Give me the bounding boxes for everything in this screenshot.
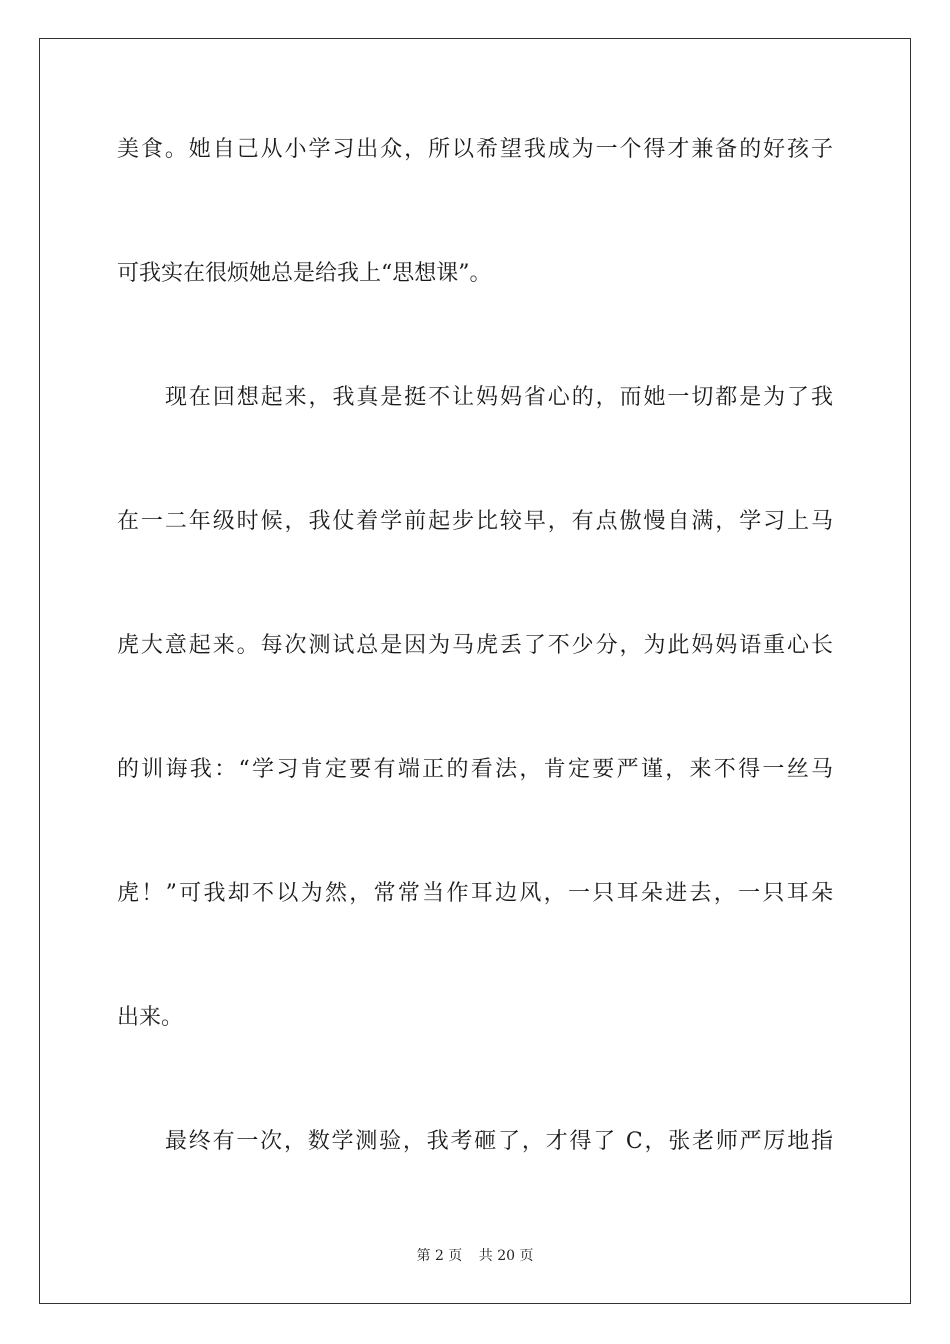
text-line-9: 最终有一次，数学测验，我考砸了，才得了 C，张老师严厉地指 xyxy=(165,1129,833,1154)
page-footer xyxy=(0,1246,950,1266)
page-number: 第 2 页 xyxy=(416,1248,463,1264)
text-line-5: 虎大意起来。每次测试总是因为马虎丢了不少分，为此妈妈语重心长 xyxy=(117,633,833,658)
text-line-8: 出来。 xyxy=(117,1005,184,1030)
text-line-1: 美食。她自己从小学习出众，所以希望我成为一个得才兼备的好孩子 xyxy=(117,137,833,162)
text-line-4: 在一二年级时候，我仗着学前起步比较早，有点傲慢自满，学习上马 xyxy=(117,509,833,534)
page-border xyxy=(39,38,911,1304)
text-line-6: 的训诲我：“学习肯定要有端正的看法，肯定要严谨，来不得一丝马 xyxy=(117,757,833,782)
text-line-7: 虎！”可我却不以为然，常常当作耳边风，一只耳朵进去，一只耳朵 xyxy=(117,881,833,906)
text-line-2: 可我实在很烦她总是给我上“思想课”。 xyxy=(117,261,492,286)
text-line-3: 现在回想起来，我真是挺不让妈妈省心的，而她一切都是为了我 xyxy=(165,385,833,410)
page-total: 共 20 页 xyxy=(478,1248,534,1264)
